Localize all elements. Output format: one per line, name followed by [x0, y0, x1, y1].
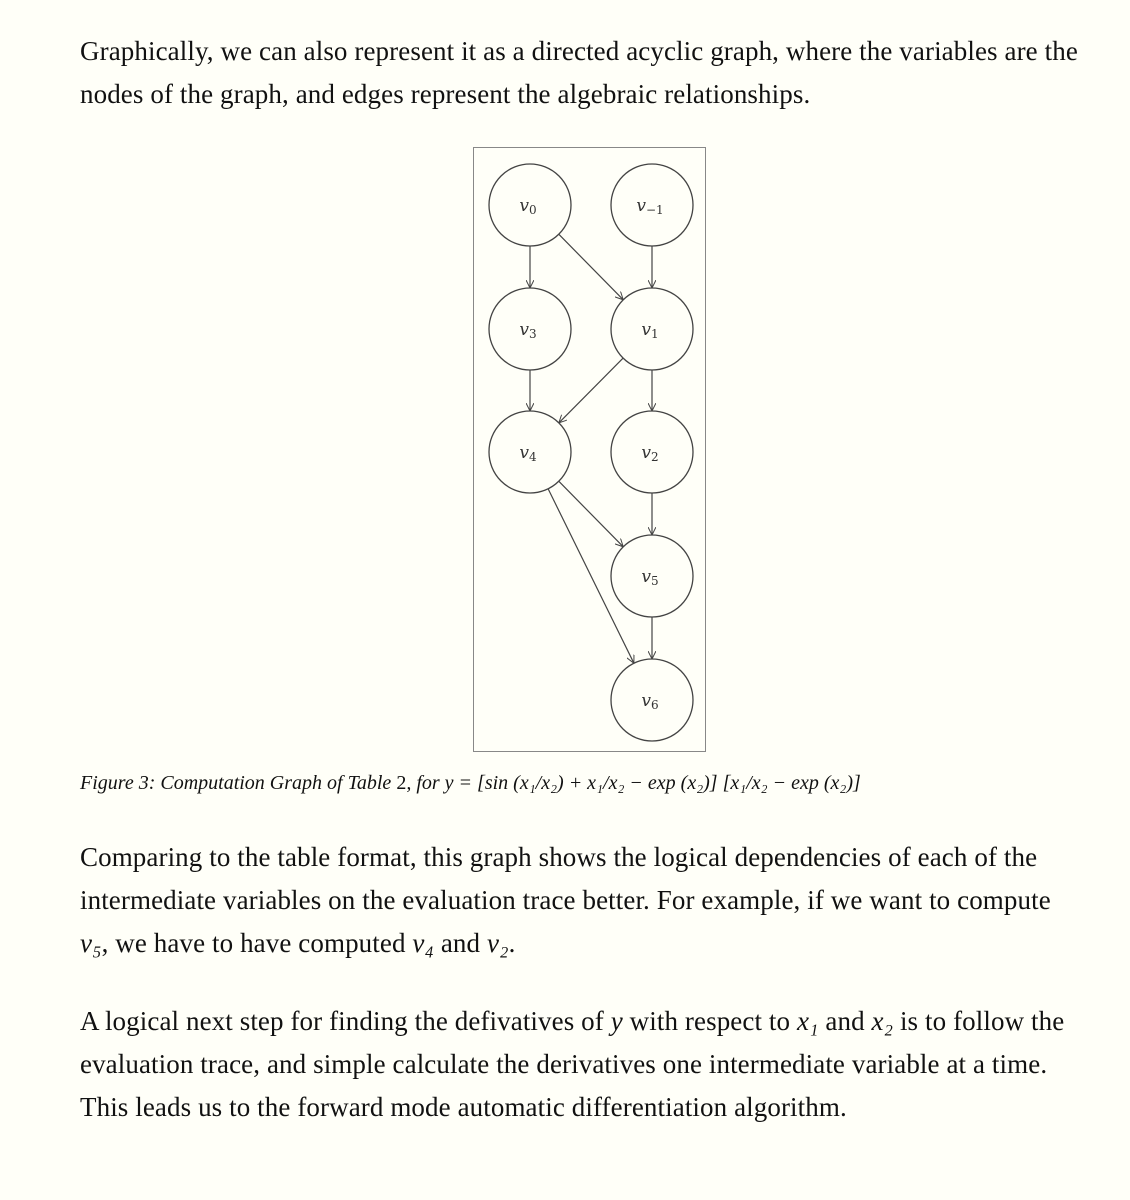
paragraph-comparison	[80, 836, 1080, 965]
graph-node-label: v1	[641, 320, 659, 341]
p3-text2: with respect to	[622, 1006, 797, 1036]
p2-var-v2: v₂	[486, 928, 509, 958]
paragraph-intro: Graphically, we can also represent it as a directed acyclic graph, where the variables are the nodes of the graph, and edges represent the algebraic relationships.	[80, 36, 1078, 109]
graph-node-v-1	[611, 164, 693, 246]
graph-node-label: v6	[641, 691, 659, 712]
graph-node-v5	[611, 535, 693, 617]
graph-node-v1	[611, 288, 693, 370]
p3-var-x1: x₁	[796, 1006, 819, 1036]
graph-node-label: v4	[519, 443, 537, 464]
p3-text3: and	[818, 1006, 872, 1036]
p3-text1: A logical next step for finding the defivatives of	[80, 1006, 611, 1036]
p3-var-x2: x₂	[871, 1006, 894, 1036]
figure-caption	[80, 766, 1090, 800]
graph-node-label: v−1	[636, 196, 664, 217]
computation-graph-figure	[473, 147, 706, 752]
p2-text3: and	[434, 928, 487, 958]
caption-table-ref[interactable]: 2	[396, 772, 407, 794]
caption-equation: y = [sin (x₁/x₂) + x₁/x₂ − exp (x₂)] [x₁/x₂ − exp (x₂)]	[444, 772, 861, 794]
paragraph-next-step	[80, 1000, 1080, 1129]
p3-text4: is to follow the evaluation trace, and simple calculate the derivatives one intermediate variable at a time. This leads us to the forward mode automatic differentiation algorithm.	[80, 1006, 1065, 1122]
p2-text1: Comparing to the table format, this graph shows the logical dependencies of each of the intermediate variables on the evaluation trace better. For example, if we want to compute	[80, 842, 1051, 915]
graph-node-v2	[611, 411, 693, 493]
graph-edge-v4-to-v5	[559, 481, 623, 546]
graph-node-label: v2	[641, 443, 659, 464]
graph-node-label: v3	[519, 320, 537, 341]
p2-text4: .	[508, 928, 516, 958]
p2-var-v5: v₅	[80, 928, 102, 958]
caption-prefix: Figure 3: Computation Graph of Table	[80, 772, 397, 794]
p2-var-v4: v₄	[412, 928, 434, 958]
graph-node-label: v5	[641, 567, 659, 588]
graph-node-label: v0	[519, 196, 537, 217]
graph-node-v6	[611, 659, 693, 741]
graph-edge-v0-to-v1	[559, 234, 623, 299]
graph-edge-v1-to-v4	[560, 358, 624, 422]
p2-text2: , we have to have computed	[101, 928, 413, 958]
caption-middle: , for	[406, 772, 445, 794]
graph-node-v4	[489, 411, 571, 493]
graph-node-v3	[489, 288, 571, 370]
graph-node-v0	[489, 164, 571, 246]
p3-var-y: y	[610, 1006, 623, 1036]
computation-graph	[474, 148, 707, 753]
